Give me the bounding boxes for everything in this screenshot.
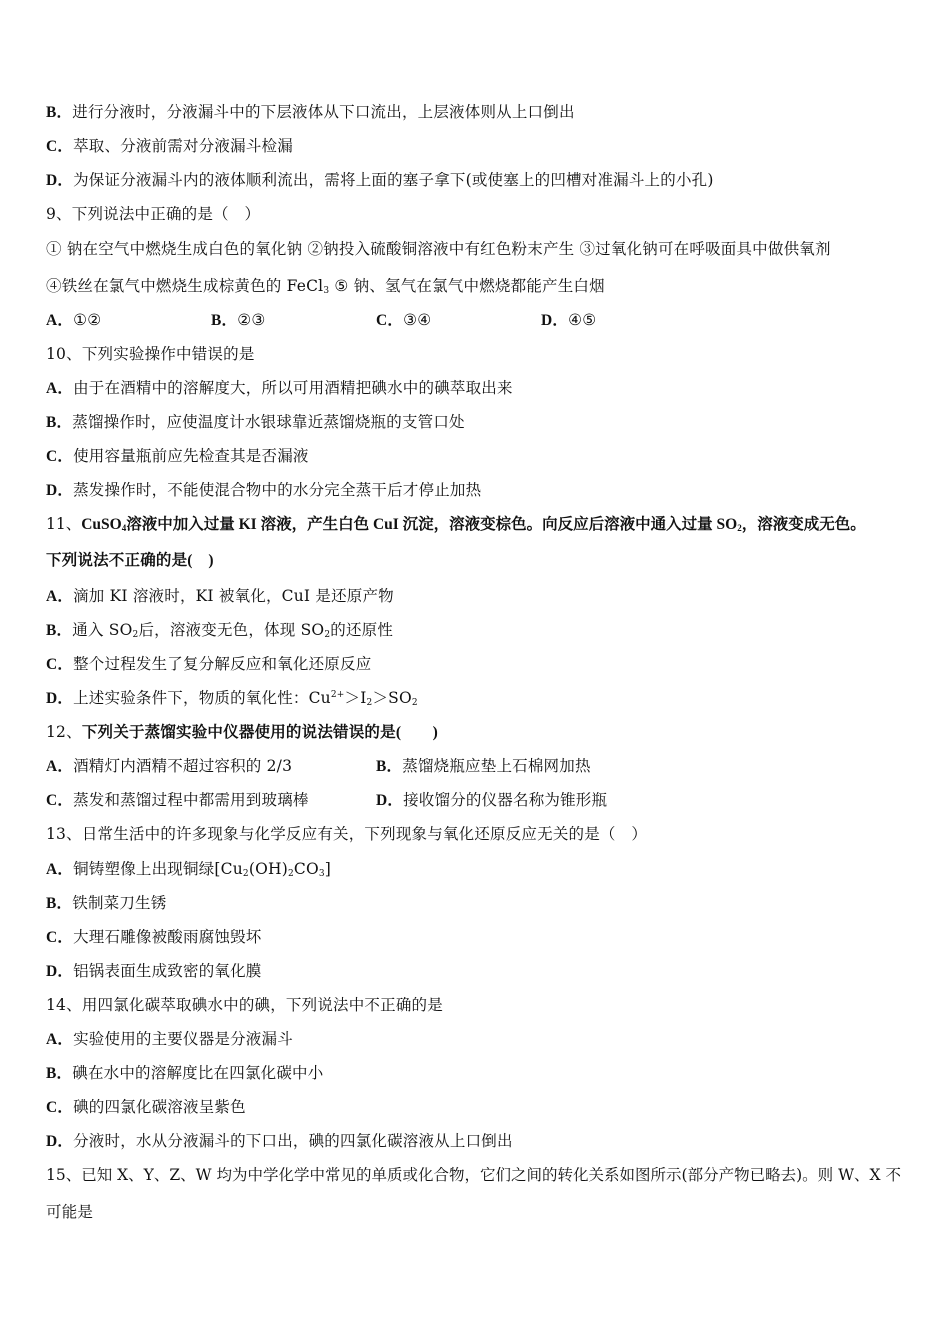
stem-text: 下列关于蒸馏实验中仪器使用的说法错误的是( )	[81, 724, 438, 741]
subscript: 2	[411, 698, 418, 708]
option-label: D．	[46, 172, 74, 189]
option-text: 整个过程发生了复分解反应和氧化还原反应	[73, 655, 372, 673]
q11-option-a	[46, 584, 920, 608]
option-text: 后，溶液变无色，体现 SO	[138, 621, 325, 639]
q14-option-a	[46, 1027, 920, 1051]
question-number: 12、	[46, 723, 82, 741]
q14-stem: 14、用四氯化碳萃取碘水中的碘，下列说法中不正确的是	[46, 996, 443, 1014]
option-text: ＞I	[344, 689, 367, 707]
option-text: 蒸发和蒸馏过程中都需用到玻璃棒	[73, 791, 309, 809]
question-number: 11、	[46, 515, 82, 533]
q14-option-c	[46, 1095, 920, 1119]
option-text: 蒸馏操作时，应使温度计水银球靠近蒸馏烧瓶的支管口处	[72, 413, 465, 431]
q10-stem: 10、下列实验操作中错误的是	[46, 345, 255, 363]
option-text: 铁制菜刀生锈	[72, 894, 167, 912]
option-label: D．	[46, 690, 74, 707]
subscript: 2	[132, 630, 139, 640]
option-label: D．	[541, 312, 569, 329]
q12-stem	[46, 720, 920, 744]
subscript: 2	[242, 869, 249, 879]
option-text: 蒸馏烧瓶应垫上石棉网加热	[402, 757, 591, 775]
option-label: C．	[46, 448, 74, 465]
option-label: C．	[46, 1099, 74, 1116]
q10-option-d	[46, 478, 920, 502]
option-label: D．	[46, 1133, 74, 1150]
option-text: 滴加 KI 溶液时，KI 被氧化，CuI 是还原产物	[73, 587, 394, 605]
q11-stem	[46, 512, 920, 536]
q13-option-a	[46, 857, 920, 881]
q9-option-d	[541, 308, 706, 333]
q11-option-c	[46, 652, 920, 676]
q11-stem-line2: 下列说法不正确的是( )	[46, 552, 214, 569]
option-text: 使用容量瓶前应先检查其是否漏液	[73, 447, 309, 465]
option-text: 由于在酒精中的溶解度大，所以可用酒精把碘水中的碘萃取出来	[73, 379, 513, 397]
option-text: 的还原性	[330, 621, 394, 639]
q8-option-c	[46, 134, 920, 158]
option-label: B．	[46, 1065, 73, 1082]
q9-statements-line1: ① 钠在空气中燃烧生成白色的氧化钠 ②钠投入硫酸铜溶液中有红色粉末产生 ③过氧化钠可在呼吸面具中做供氧剂	[46, 240, 831, 258]
option-label: A．	[46, 380, 74, 397]
superscript: 2+	[330, 690, 345, 700]
option-text: ②③	[237, 311, 266, 329]
stem-text: CuSO	[81, 516, 122, 533]
q10-option-c	[46, 444, 920, 468]
option-label: B．	[211, 312, 238, 329]
q12-options-row2	[46, 788, 920, 812]
q12-option-a	[46, 754, 376, 779]
option-label: B．	[376, 758, 403, 775]
option-text: ①②	[73, 311, 102, 329]
q14-option-b	[46, 1061, 920, 1085]
q9-option-a	[46, 308, 211, 333]
statement-text: ④铁丝在氯气中燃烧生成棕黄色的 FeCl	[46, 277, 324, 295]
q13-option-c	[46, 925, 920, 949]
q13-stem: 13、日常生活中的许多现象与化学反应有关，下列现象与氧化还原反应无关的是（ ）	[46, 825, 648, 843]
q12-option-c	[46, 788, 376, 813]
option-text: 上述实验条件下，物质的氧化性：Cu	[73, 689, 331, 707]
option-label: A．	[46, 588, 74, 605]
option-text: 为保证分液漏斗内的液体顺利流出，需将上面的塞子拿下(或使塞上的凹槽对准漏斗上的小孔)	[73, 171, 714, 189]
q8-option-b	[46, 100, 920, 124]
q9-options	[46, 308, 920, 332]
q12-option-d	[376, 788, 607, 813]
option-label: A．	[46, 312, 74, 329]
option-text: ＞SO	[372, 689, 412, 707]
subscript: 3	[318, 869, 325, 879]
subscript: 4	[121, 523, 127, 533]
option-text: 蒸发操作时，不能使混合物中的水分完全蒸干后才停止加热	[73, 481, 482, 499]
option-text: 通入 SO	[72, 621, 133, 639]
option-label: A．	[46, 758, 74, 775]
option-label: C．	[46, 929, 74, 946]
q10-option-a	[46, 376, 920, 400]
option-text: 碘的四氯化碳溶液呈紫色	[73, 1098, 246, 1116]
option-text: ③④	[403, 311, 432, 329]
option-text: 大理石雕像被酸雨腐蚀毁坏	[73, 928, 262, 946]
subscript: 3	[323, 286, 330, 296]
option-label: B．	[46, 895, 73, 912]
option-text: ]	[324, 860, 332, 878]
q14-option-d	[46, 1129, 920, 1153]
q9-stem: 9、下列说法中正确的是（ ）	[46, 205, 261, 223]
option-text: (OH)	[248, 860, 288, 878]
stem-text: ，溶液变成无色。	[741, 516, 866, 533]
q15-stem-line2: 可能是	[46, 1203, 94, 1221]
option-text: 铜铸塑像上出现铜绿[Cu	[73, 860, 243, 878]
option-text: 实验使用的主要仪器是分液漏斗	[73, 1030, 293, 1048]
q9-option-c	[376, 308, 541, 333]
q12-options-row1	[46, 754, 920, 778]
option-label: B．	[46, 622, 73, 639]
option-label: C．	[46, 138, 74, 155]
q13-option-b	[46, 891, 920, 915]
option-text: 接收馏分的仪器名称为锥形瓶	[403, 791, 608, 809]
option-text: 酒精灯内酒精不超过容积的 2/3	[73, 757, 293, 775]
q11-option-d	[46, 686, 920, 710]
subscript: 2	[324, 630, 331, 640]
q8-option-d	[46, 168, 920, 192]
option-text: 分液时，水从分液漏斗的下口出，碘的四氯化碳溶液从上口倒出	[73, 1132, 513, 1150]
option-text: CO	[293, 860, 319, 878]
option-label: D．	[46, 482, 74, 499]
q9-option-b	[211, 308, 376, 333]
q10-option-b	[46, 410, 920, 434]
option-label: B．	[46, 104, 73, 121]
option-label: D．	[376, 792, 404, 809]
stem-text: 溶液中加入过量 KI 溶液，产生白色 CuI 沉淀，溶液变棕色。向反应后溶液中通入过量 SO	[126, 516, 738, 533]
option-text: 进行分液时，分液漏斗中的下层液体从下口流出，上层液体则从上口倒出	[72, 103, 575, 121]
q12-option-b	[376, 754, 591, 779]
option-text: 碘在水中的溶解度比在四氯化碳中小	[72, 1064, 324, 1082]
option-label: C．	[46, 656, 74, 673]
option-label: D．	[46, 963, 74, 980]
option-label: C．	[46, 792, 74, 809]
option-label: A．	[46, 1031, 74, 1048]
subscript: 2	[737, 523, 742, 533]
q11-option-b	[46, 618, 920, 642]
q13-option-d	[46, 959, 920, 983]
subscript: 2	[366, 698, 373, 708]
option-label: B．	[46, 414, 73, 431]
q9-statements-line2	[46, 274, 920, 298]
subscript: 2	[287, 869, 294, 879]
option-text: ④⑤	[568, 311, 597, 329]
q15-stem: 15、已知 X、Y、Z、W 均为中学化学中常见的单质或化合物，它们之间的转化关系如图所示(部分产物已略去)。则 W、X 不	[46, 1166, 901, 1184]
option-label: A．	[46, 861, 74, 878]
statement-text: ⑤ 钠、氢气在氯气中燃烧都能产生白烟	[329, 277, 605, 295]
option-text: 铝锅表面生成致密的氧化膜	[73, 962, 262, 980]
option-text: 萃取、分液前需对分液漏斗检漏	[73, 137, 293, 155]
option-label: C．	[376, 312, 404, 329]
